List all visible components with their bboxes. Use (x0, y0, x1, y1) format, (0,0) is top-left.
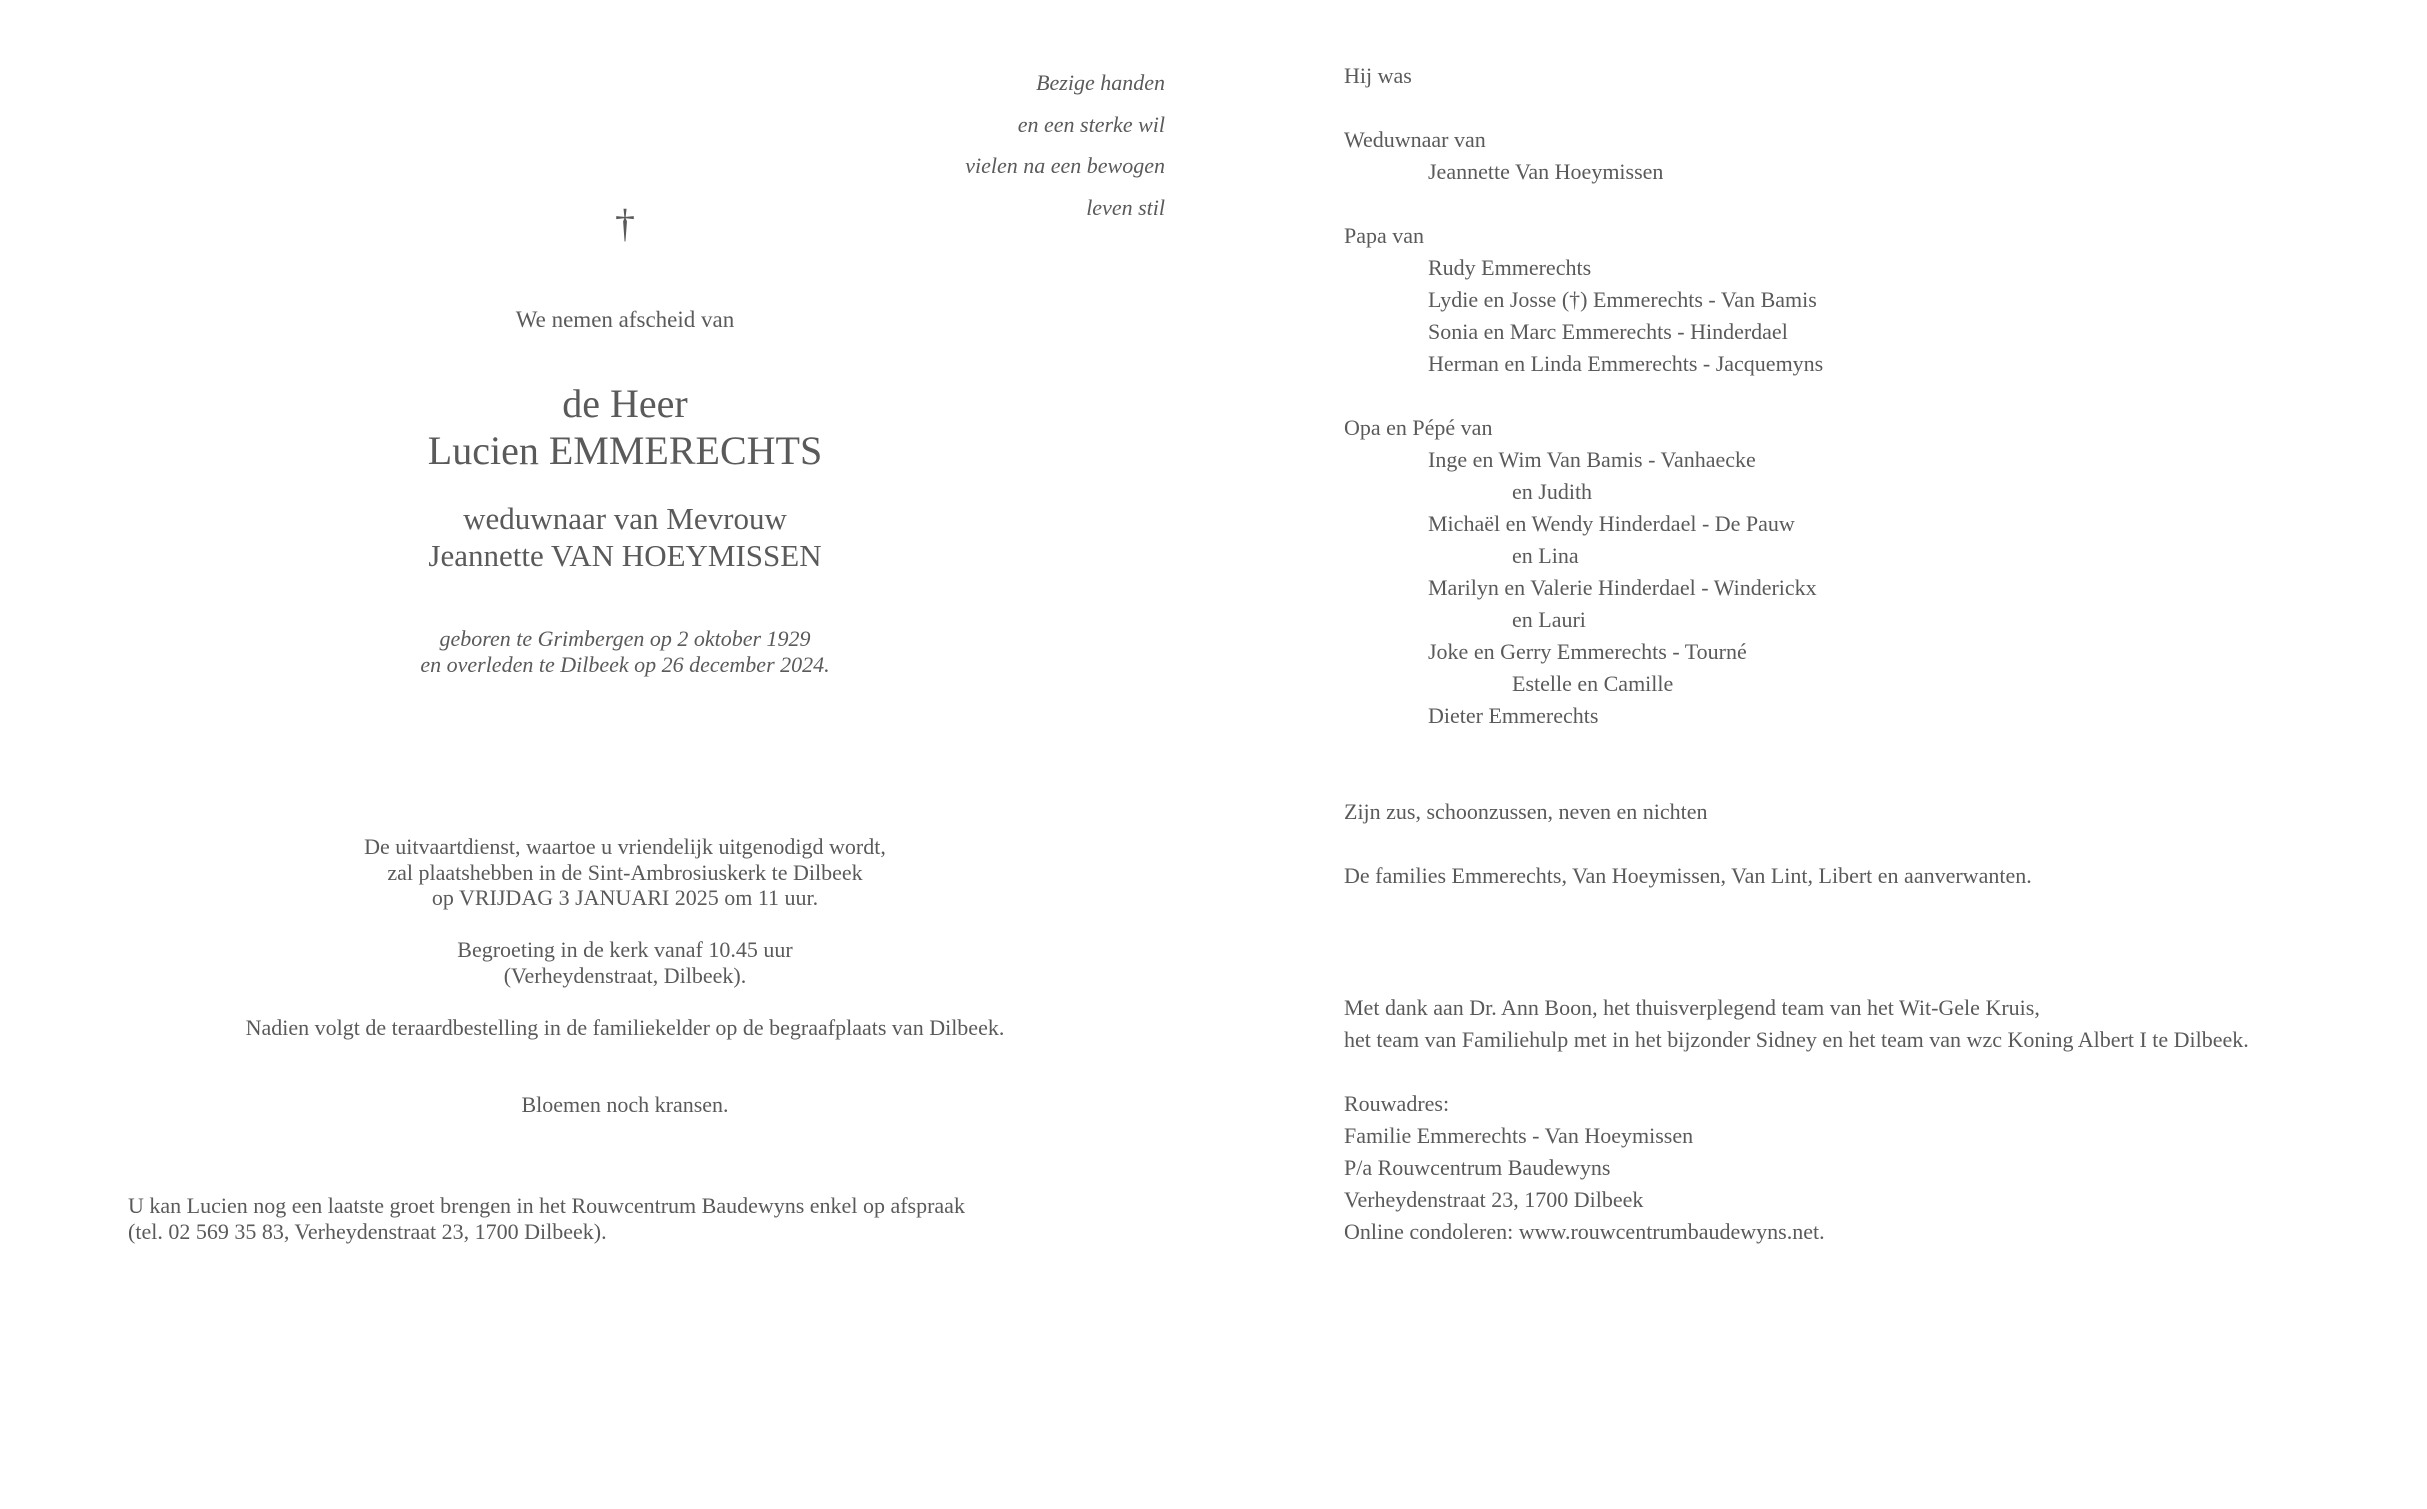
child-item: Rudy Emmerechts (1428, 255, 1592, 280)
poem-line: vielen na een bewogen (965, 153, 1165, 178)
family-heading: Hij was (1344, 63, 1412, 88)
widower-name: Jeannette Van Hoeymissen (1428, 159, 1664, 184)
widower-label: Weduwnaar van (1344, 127, 1486, 152)
great-grandchild-item: en Judith (1512, 479, 1593, 504)
siblings-line: Zijn zus, schoonzussen, neven en nichten (1344, 799, 1708, 824)
birth-line: geboren te Grimbergen op 2 oktober 1929 (439, 626, 811, 651)
address-label: Rouwadres: (1344, 1091, 1450, 1116)
death-line: en overleden te Dilbeek op 26 december 2024. (420, 652, 830, 677)
widow-of-line: weduwnaar van Mevrouw (463, 501, 787, 536)
family-list (1344, 60, 2032, 892)
service-block (0, 834, 1250, 911)
service-line: op VRIJDAG 3 JANUARI 2025 om 11 uur. (431, 885, 819, 910)
grandchild-item: Dieter Emmerechts (1428, 703, 1599, 728)
poem-line: en een sterke wil (1017, 111, 1165, 137)
grandchild-item: Inge en Wim Van Bamis - Vanhaecke (1428, 447, 1756, 472)
address-line: P/a Rouwcentrum Baudewyns (1344, 1155, 1611, 1180)
deceased-name: Lucien EMMERECHTS (427, 428, 823, 473)
grandchild-item: Michaël en Wendy Hinderdael - De Pauw (1428, 511, 1795, 536)
child-item: Herman en Linda Emmerechts - Jacquemyns (1428, 351, 1824, 376)
papa-label: Papa van (1344, 223, 1425, 248)
spouse-name: Jeannette VAN HOEYMISSEN (428, 538, 822, 573)
greeting-line: (Verheydenstraat, Dilbeek). (503, 962, 747, 988)
visit-block (128, 1193, 965, 1245)
service-line: zal plaatshebben in de Sint-Ambrosiuskerk te Dilbeek (387, 859, 863, 885)
grandchild-item: Joke en Gerry Emmerechts - Tourné (1428, 639, 1747, 664)
grandchild-item: Marilyn en Valerie Hinderdael - Winderickx (1428, 575, 1817, 600)
families-line: De families Emmerechts, Van Hoeymissen, Van Lint, Libert en aanverwanten. (1344, 863, 2032, 888)
thanks-line: het team van Familiehulp met in het bijzonder Sidney en het team van wzc Koning Albert I te Dilbeek. (1344, 1027, 2249, 1052)
great-grandchild-item: en Lina (1512, 543, 1579, 568)
flowers-text: Bloemen noch kransen. (521, 1092, 729, 1117)
deceased-name-block (0, 380, 1250, 474)
deceased-title: de Heer (562, 381, 688, 426)
greeting-block (0, 937, 1250, 988)
dates-block (0, 626, 1250, 678)
great-grandchild-item: en Lauri (1512, 607, 1586, 632)
service-line: De uitvaartdienst, waartoe u vriendelijk uitgenodigd wordt, (364, 834, 886, 859)
address-line: Verheydenstraat 23, 1700 Dilbeek (1344, 1187, 1644, 1212)
online-condolence-line: Online condoleren: www.rouwcentrumbaudewyns.net. (1344, 1219, 1825, 1244)
poem-line: leven stil (1086, 194, 1165, 220)
widow-of-block (0, 500, 1250, 574)
poem-line: Bezige handen (1036, 70, 1165, 95)
opa-label: Opa en Pépé van (1344, 415, 1493, 440)
burial-text: Nadien volgt de teraardbestelling in de familiekelder op de begraafplaats van Dilbeek. (245, 1015, 1005, 1040)
greeting-line: Begroeting in de kerk vanaf 10.45 uur (457, 937, 793, 962)
intro-text: We nemen afscheid van (515, 307, 735, 332)
cross-icon: † (615, 201, 635, 246)
address-line: Familie Emmerechts - Van Hoeymissen (1344, 1123, 1694, 1148)
great-grandchild-item: Estelle en Camille (1512, 671, 1674, 696)
thanks-address-block (1344, 992, 2249, 1248)
child-item: Lydie en Josse (†) Emmerechts - Van Bamis (1428, 287, 1817, 312)
child-item: Sonia en Marc Emmerechts - Hinderdael (1428, 319, 1788, 344)
thanks-line: Met dank aan Dr. Ann Boon, het thuisverplegend team van het Wit-Gele Kruis, (1344, 995, 2040, 1020)
visit-line: U kan Lucien nog een laatste groet brengen in het Rouwcentrum Baudewyns enkel op afspraak (128, 1193, 965, 1218)
visit-line: (tel. 02 569 35 83, Verheydenstraat 23, 1700 Dilbeek). (128, 1219, 607, 1244)
